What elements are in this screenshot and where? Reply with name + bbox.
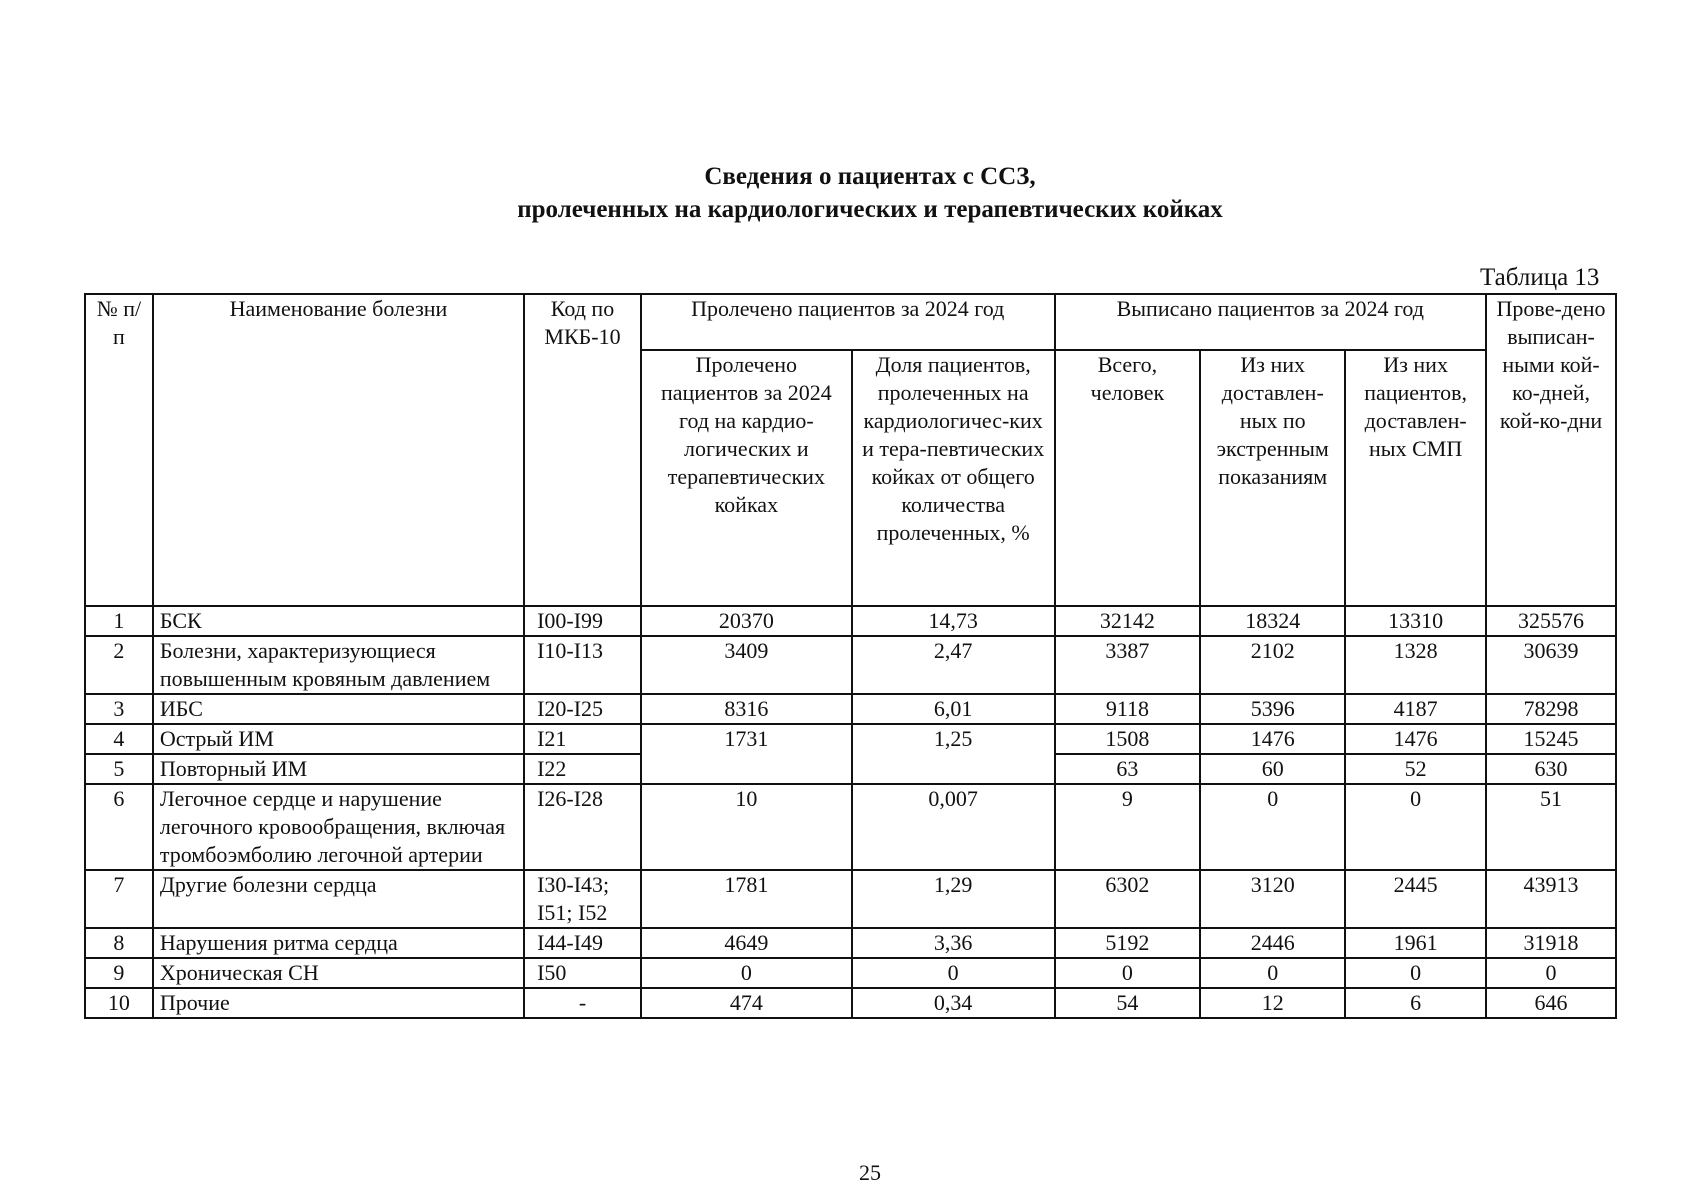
cell-emergency: 0: [1200, 784, 1345, 870]
cell-code: I22: [524, 754, 641, 784]
header-num: № п/п: [85, 294, 153, 606]
header-bed-days: Прове-дено выписан-ными кой-ко-дней, кой-ко-дни: [1486, 294, 1616, 606]
cell-num: 1: [85, 606, 153, 636]
cell-total: 3387: [1055, 636, 1201, 694]
cell-treated: 474: [641, 988, 852, 1018]
cell-emergency: 1476: [1200, 724, 1345, 754]
cell-emergency: 12: [1200, 988, 1345, 1018]
cell-code: I00-I99: [524, 606, 641, 636]
cell-treated: 10: [641, 784, 852, 870]
cell-treated: 4649: [641, 928, 852, 958]
patients-table: [84, 293, 1617, 1019]
cell-ems: 0: [1345, 958, 1486, 988]
cell-total: 9: [1055, 784, 1201, 870]
title-line-1: Сведения о пациентах с ССЗ,: [704, 163, 1036, 190]
header-discharged-ems: Из них пациентов, доставлен-ных СМП: [1345, 350, 1486, 606]
cell-emergency: 3120: [1200, 870, 1345, 928]
table-row: [85, 928, 1616, 958]
cell-share: 1,29: [852, 870, 1055, 928]
table-row: [85, 606, 1616, 636]
cell-share: 3,36: [852, 928, 1055, 958]
table-row: [85, 988, 1616, 1018]
cell-treated: 1781: [641, 870, 852, 928]
cell-ems: 4187: [1345, 694, 1486, 724]
cell-emergency: 2446: [1200, 928, 1345, 958]
table-row: [85, 870, 1616, 928]
cell-name: Легочное сердце и нарушение легочного кровообращения, включая тромбоэмболию легочной артерии: [153, 784, 524, 870]
cell-name: Прочие: [153, 988, 524, 1018]
cell-ems: 13310: [1345, 606, 1486, 636]
header-treated-group: Пролечено пациентов за 2024 год: [641, 294, 1055, 350]
cell-code: I10-I13: [524, 636, 641, 694]
cell-code: I44-I49: [524, 928, 641, 958]
cell-name: БСК: [153, 606, 524, 636]
cell-total: 5192: [1055, 928, 1201, 958]
cell-total: 6302: [1055, 870, 1201, 928]
cell-share: 6,01: [852, 694, 1055, 724]
cell-beddays: 325576: [1486, 606, 1616, 636]
header-treated-count: Пролечено пациентов за 2024 год на кардио-логических и терапевтических койках: [641, 350, 852, 606]
cell-beddays: 78298: [1486, 694, 1616, 724]
cell-num: 7: [85, 870, 153, 928]
cell-total: 32142: [1055, 606, 1201, 636]
table-row: [85, 958, 1616, 988]
cell-beddays: 630: [1486, 754, 1616, 784]
cell-emergency: 2102: [1200, 636, 1345, 694]
cell-total: 63: [1055, 754, 1201, 784]
cell-share: 2,47: [852, 636, 1055, 694]
cell-code: -: [524, 988, 641, 1018]
cell-treated: 8316: [641, 694, 852, 724]
cell-total: 54: [1055, 988, 1201, 1018]
cell-beddays: 30639: [1486, 636, 1616, 694]
header-discharged-total: Всего, человек: [1055, 350, 1201, 606]
cell-beddays: 646: [1486, 988, 1616, 1018]
header-treated-share: Доля пациентов, пролеченных на кардиологичес-ких и тера-певтических койках от общего количества пролеченных, %: [852, 350, 1055, 606]
document-title: [0, 160, 1694, 226]
header-discharged-group: Выписано пациентов за 2024 год: [1055, 294, 1487, 350]
cell-ems: 1328: [1345, 636, 1486, 694]
cell-num: 5: [85, 754, 153, 784]
page-number: 25: [859, 1160, 881, 1185]
header-name: Наименование болезни: [153, 294, 524, 606]
cell-beddays: 15245: [1486, 724, 1616, 754]
cell-share: 0: [852, 958, 1055, 988]
cell-treated: 0: [641, 958, 852, 988]
cell-code: I26-I28: [524, 784, 641, 870]
table-row: [85, 724, 1616, 754]
cell-share: 1,25: [852, 724, 1055, 784]
cell-total: 0: [1055, 958, 1201, 988]
cell-name: Острый ИМ: [153, 724, 524, 754]
cell-num: 3: [85, 694, 153, 724]
cell-emergency: 60: [1200, 754, 1345, 784]
cell-num: 2: [85, 636, 153, 694]
cell-name: Болезни, характеризующиеся повышенным кровяным давлением: [153, 636, 524, 694]
cell-treated: 3409: [641, 636, 852, 694]
cell-code: I30-I43; I51; I52: [524, 870, 641, 928]
cell-treated: 1731: [641, 724, 852, 784]
cell-ems: 52: [1345, 754, 1486, 784]
cell-emergency: 18324: [1200, 606, 1345, 636]
cell-name: ИБС: [153, 694, 524, 724]
cell-beddays: 51: [1486, 784, 1616, 870]
cell-ems: 6: [1345, 988, 1486, 1018]
table-row: [85, 784, 1616, 870]
cell-name: Нарушения ритма сердца: [153, 928, 524, 958]
cell-ems: 0: [1345, 784, 1486, 870]
cell-num: 4: [85, 724, 153, 754]
cell-share: 14,73: [852, 606, 1055, 636]
cell-num: 10: [85, 988, 153, 1018]
header-code: Код по МКБ-10: [524, 294, 641, 606]
cell-share: 0,007: [852, 784, 1055, 870]
cell-total: 9118: [1055, 694, 1201, 724]
cell-emergency: 5396: [1200, 694, 1345, 724]
title-line-2: пролеченных на кардиологических и терапевтических койках: [517, 196, 1223, 223]
table-row: [85, 636, 1616, 694]
cell-share: 0,34: [852, 988, 1055, 1018]
header-discharged-emergency: Из них доставлен-ных по экстренным показаниям: [1200, 350, 1345, 606]
cell-beddays: 31918: [1486, 928, 1616, 958]
cell-ems: 1961: [1345, 928, 1486, 958]
table-label: Таблица 13: [1480, 264, 1600, 291]
cell-name: Хроническая СН: [153, 958, 524, 988]
cell-num: 8: [85, 928, 153, 958]
cell-num: 9: [85, 958, 153, 988]
cell-ems: 1476: [1345, 724, 1486, 754]
cell-beddays: 0: [1486, 958, 1616, 988]
cell-name: Повторный ИМ: [153, 754, 524, 784]
cell-beddays: 43913: [1486, 870, 1616, 928]
cell-name: Другие болезни сердца: [153, 870, 524, 928]
cell-total: 1508: [1055, 724, 1201, 754]
cell-treated: 20370: [641, 606, 852, 636]
cell-code: I20-I25: [524, 694, 641, 724]
cell-code: I50: [524, 958, 641, 988]
cell-num: 6: [85, 784, 153, 870]
cell-ems: 2445: [1345, 870, 1486, 928]
cell-code: I21: [524, 724, 641, 754]
table-row: [85, 694, 1616, 724]
cell-emergency: 0: [1200, 958, 1345, 988]
